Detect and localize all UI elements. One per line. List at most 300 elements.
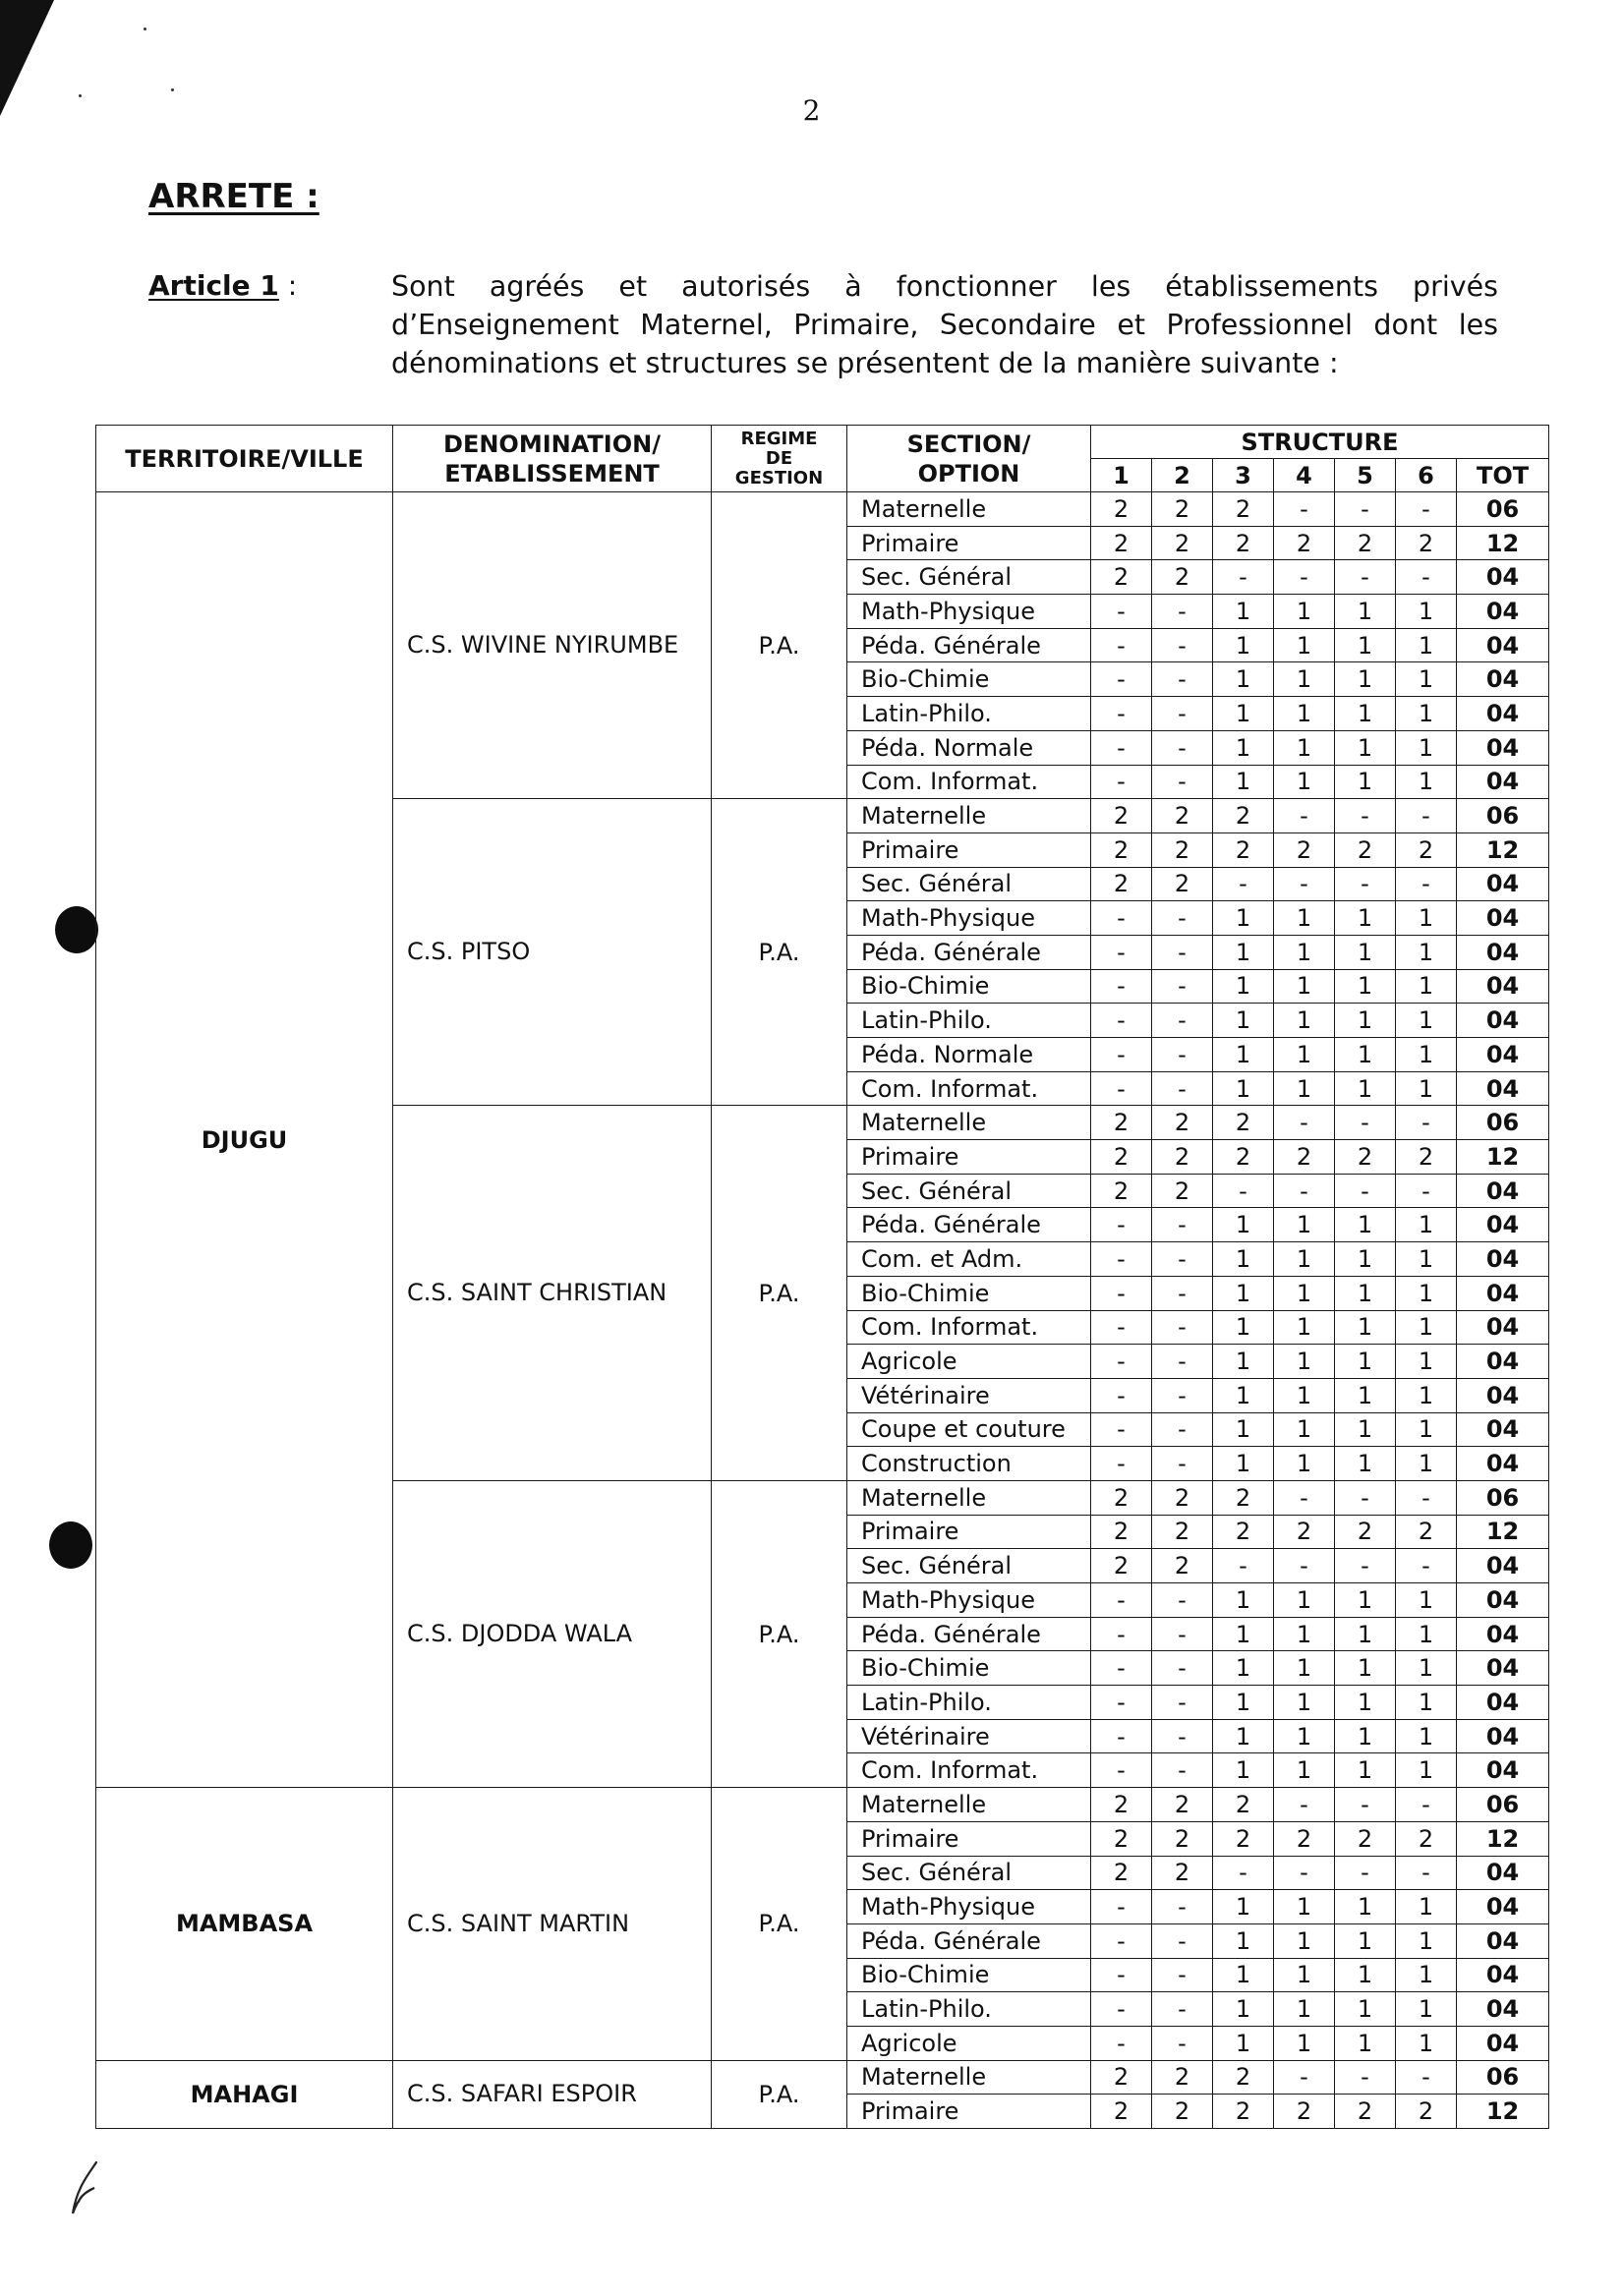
section-option: Primaire xyxy=(847,2095,1091,2129)
structure-value-4: 1 xyxy=(1274,1583,1335,1618)
structure-value-6: - xyxy=(1396,1480,1457,1515)
section-option: Bio-Chimie xyxy=(847,969,1091,1004)
structure-value-5: 1 xyxy=(1335,662,1396,697)
structure-value-3: 1 xyxy=(1213,935,1274,969)
structure-total: 04 xyxy=(1457,1276,1549,1310)
section-option: Primaire xyxy=(847,832,1091,867)
structure-value-4: 1 xyxy=(1274,1617,1335,1651)
structure-value-5: - xyxy=(1335,1174,1396,1208)
structure-value-5: 2 xyxy=(1335,1140,1396,1175)
structure-value-1: - xyxy=(1091,1890,1152,1924)
section-option: Péda. Générale xyxy=(847,1923,1091,1958)
structure-value-3: - xyxy=(1213,1856,1274,1890)
table-row xyxy=(96,2060,1549,2095)
structure-value-5: - xyxy=(1335,867,1396,901)
structure-value-2: - xyxy=(1152,1958,1213,1992)
structure-value-6: 1 xyxy=(1396,1208,1457,1242)
structure-value-4: - xyxy=(1274,492,1335,527)
structure-value-3: 1 xyxy=(1213,1208,1274,1242)
structure-value-6: 1 xyxy=(1396,1310,1457,1345)
structure-value-4: 1 xyxy=(1274,1242,1335,1277)
structure-value-3: 1 xyxy=(1213,1242,1274,1277)
structure-value-5: 1 xyxy=(1335,765,1396,799)
section-option: Péda. Générale xyxy=(847,935,1091,969)
page-number: 2 xyxy=(802,94,821,127)
structure-value-1: 2 xyxy=(1091,1174,1152,1208)
structure-value-5: 1 xyxy=(1335,730,1396,765)
header-section: SECTION/ OPTION xyxy=(847,426,1091,492)
table-row xyxy=(96,492,1549,527)
regime-cell: P.A. xyxy=(712,1480,847,1787)
structure-value-5: 1 xyxy=(1335,1719,1396,1753)
structure-value-2: - xyxy=(1152,1038,1213,1072)
structure-value-5: 1 xyxy=(1335,1412,1396,1447)
structure-value-1: - xyxy=(1091,697,1152,731)
structure-value-3: 2 xyxy=(1213,2095,1274,2129)
structure-value-1: - xyxy=(1091,628,1152,662)
structure-total: 12 xyxy=(1457,1821,1549,1856)
structure-total: 06 xyxy=(1457,1480,1549,1515)
structure-value-2: 2 xyxy=(1152,1549,1213,1583)
structure-total: 04 xyxy=(1457,1923,1549,1958)
section-option: Com. Informat. xyxy=(847,1071,1091,1106)
structure-value-5: - xyxy=(1335,1549,1396,1583)
structure-value-3: 1 xyxy=(1213,765,1274,799)
structure-value-3: 1 xyxy=(1213,628,1274,662)
structure-value-1: 2 xyxy=(1091,526,1152,560)
structure-value-6: 1 xyxy=(1396,1378,1457,1412)
structure-value-6: 2 xyxy=(1396,832,1457,867)
structure-value-3: 2 xyxy=(1213,1480,1274,1515)
header-col-4: 4 xyxy=(1274,459,1335,492)
structure-total: 04 xyxy=(1457,697,1549,731)
structure-value-2: - xyxy=(1152,1447,1213,1481)
section-option: Sec. Général xyxy=(847,1549,1091,1583)
structure-value-5: 1 xyxy=(1335,1345,1396,1379)
structure-value-3: - xyxy=(1213,560,1274,595)
section-option: Primaire xyxy=(847,1140,1091,1175)
structure-value-3: 1 xyxy=(1213,1447,1274,1481)
section-option: Maternelle xyxy=(847,1106,1091,1140)
structure-total: 04 xyxy=(1457,662,1549,697)
section-option: Latin-Philo. xyxy=(847,1004,1091,1038)
scan-speck xyxy=(171,88,174,91)
structure-value-5: 1 xyxy=(1335,1923,1396,1958)
structure-value-3: 2 xyxy=(1213,526,1274,560)
establishment-name: C.S. SAFARI ESPOIR xyxy=(393,2060,712,2128)
structure-value-3: 1 xyxy=(1213,595,1274,629)
territoire-cell: DJUGU xyxy=(96,492,393,1788)
structure-value-2: 2 xyxy=(1152,799,1213,833)
structure-value-1: - xyxy=(1091,1276,1152,1310)
structure-value-5: 1 xyxy=(1335,1071,1396,1106)
structure-value-2: - xyxy=(1152,1242,1213,1277)
structure-value-5: 2 xyxy=(1335,526,1396,560)
structure-total: 04 xyxy=(1457,1004,1549,1038)
section-option: Primaire xyxy=(847,526,1091,560)
structure-value-5: 1 xyxy=(1335,697,1396,731)
structure-value-3: 1 xyxy=(1213,697,1274,731)
structure-value-1: - xyxy=(1091,1071,1152,1106)
article-separator: : xyxy=(278,269,298,302)
structure-value-1: - xyxy=(1091,662,1152,697)
section-option: Bio-Chimie xyxy=(847,1651,1091,1686)
structure-total: 12 xyxy=(1457,526,1549,560)
structure-value-2: - xyxy=(1152,901,1213,936)
structure-value-1: 2 xyxy=(1091,1788,1152,1822)
structure-total: 12 xyxy=(1457,1140,1549,1175)
section-option: Bio-Chimie xyxy=(847,1276,1091,1310)
structure-value-5: 1 xyxy=(1335,1276,1396,1310)
structure-value-6: 1 xyxy=(1396,1719,1457,1753)
structure-value-4: 1 xyxy=(1274,697,1335,731)
structure-value-5: - xyxy=(1335,2060,1396,2095)
structure-value-4: 2 xyxy=(1274,1821,1335,1856)
structure-value-4: 2 xyxy=(1274,2095,1335,2129)
structure-value-3: 1 xyxy=(1213,1958,1274,1992)
structure-value-4: 1 xyxy=(1274,1071,1335,1106)
structure-value-6: 1 xyxy=(1396,1242,1457,1277)
structure-value-2: - xyxy=(1152,969,1213,1004)
structure-value-4: 2 xyxy=(1274,526,1335,560)
structure-total: 04 xyxy=(1457,1753,1549,1788)
structure-value-2: 2 xyxy=(1152,1140,1213,1175)
structure-value-6: - xyxy=(1396,2060,1457,2095)
structure-value-6: - xyxy=(1396,1856,1457,1890)
structure-value-4: 1 xyxy=(1274,1923,1335,1958)
article-label xyxy=(148,269,297,302)
structure-total: 04 xyxy=(1457,1174,1549,1208)
structure-value-6: 1 xyxy=(1396,1686,1457,1720)
structure-total: 06 xyxy=(1457,1106,1549,1140)
structure-value-5: 1 xyxy=(1335,1208,1396,1242)
structure-value-5: 1 xyxy=(1335,1890,1396,1924)
structure-value-3: 2 xyxy=(1213,1788,1274,1822)
structure-total: 04 xyxy=(1457,1447,1549,1481)
page-title: ARRETE : xyxy=(148,177,319,216)
structure-value-6: 1 xyxy=(1396,1038,1457,1072)
structure-value-4: - xyxy=(1274,2060,1335,2095)
structure-total: 04 xyxy=(1457,1378,1549,1412)
section-option: Latin-Philo. xyxy=(847,1686,1091,1720)
structure-value-2: 2 xyxy=(1152,526,1213,560)
structure-total: 06 xyxy=(1457,2060,1549,2095)
section-option: Construction xyxy=(847,1447,1091,1481)
structure-value-5: - xyxy=(1335,799,1396,833)
section-option: Maternelle xyxy=(847,1788,1091,1822)
structure-value-3: - xyxy=(1213,1174,1274,1208)
structure-value-5: 2 xyxy=(1335,1515,1396,1549)
structure-value-6: - xyxy=(1396,867,1457,901)
structure-value-2: - xyxy=(1152,1686,1213,1720)
structure-value-6: - xyxy=(1396,560,1457,595)
structure-value-4: 1 xyxy=(1274,730,1335,765)
structure-value-6: - xyxy=(1396,1788,1457,1822)
structure-value-5: 1 xyxy=(1335,1958,1396,1992)
structure-value-1: - xyxy=(1091,1923,1152,1958)
structure-value-4: 1 xyxy=(1274,1208,1335,1242)
structure-value-2: 2 xyxy=(1152,1174,1213,1208)
structure-total: 12 xyxy=(1457,832,1549,867)
structure-total: 04 xyxy=(1457,1617,1549,1651)
structure-value-2: 2 xyxy=(1152,2060,1213,2095)
structure-value-6: - xyxy=(1396,1549,1457,1583)
structure-total: 04 xyxy=(1457,1412,1549,1447)
regime-cell: P.A. xyxy=(712,1106,847,1481)
section-option: Sec. Général xyxy=(847,1174,1091,1208)
structure-value-4: - xyxy=(1274,1106,1335,1140)
structure-value-5: - xyxy=(1335,1856,1396,1890)
structure-value-5: 1 xyxy=(1335,2026,1396,2060)
structure-total: 04 xyxy=(1457,1242,1549,1277)
structure-value-2: - xyxy=(1152,1651,1213,1686)
structure-value-4: 1 xyxy=(1274,765,1335,799)
structure-value-1: - xyxy=(1091,1617,1152,1651)
structure-total: 04 xyxy=(1457,1958,1549,1992)
structure-value-4: 1 xyxy=(1274,1890,1335,1924)
structure-value-6: 1 xyxy=(1396,662,1457,697)
structure-value-1: 2 xyxy=(1091,492,1152,527)
regime-cell: P.A. xyxy=(712,2060,847,2128)
structure-total: 04 xyxy=(1457,901,1549,936)
structure-value-1: - xyxy=(1091,1958,1152,1992)
structure-value-6: 1 xyxy=(1396,1447,1457,1481)
structure-value-4: 1 xyxy=(1274,1958,1335,1992)
structure-value-3: 1 xyxy=(1213,730,1274,765)
structure-value-4: 1 xyxy=(1274,1412,1335,1447)
header-denomination: DENOMINATION/ ETABLISSEMENT xyxy=(393,426,712,492)
structure-value-5: - xyxy=(1335,1106,1396,1140)
section-option: Math-Physique xyxy=(847,1890,1091,1924)
structure-value-3: 1 xyxy=(1213,1276,1274,1310)
structure-value-1: - xyxy=(1091,1447,1152,1481)
section-option: Com. et Adm. xyxy=(847,1242,1091,1277)
structure-value-6: 1 xyxy=(1396,1753,1457,1788)
structure-value-3: 1 xyxy=(1213,1719,1274,1753)
article-text: Sont agréés et autorisés à fonctionner les établissements privés d’Enseignement Maternel, Primaire, Secondaire et Professionnel dont les dénominations et structures se présentent de la manière suivante : xyxy=(391,270,1498,379)
structure-value-1: - xyxy=(1091,1310,1152,1345)
structure-value-3: 1 xyxy=(1213,1686,1274,1720)
structure-value-1: - xyxy=(1091,1004,1152,1038)
structure-total: 04 xyxy=(1457,730,1549,765)
structure-value-2: - xyxy=(1152,1923,1213,1958)
structure-value-3: 1 xyxy=(1213,1412,1274,1447)
structure-value-1: 2 xyxy=(1091,832,1152,867)
structure-value-6: 1 xyxy=(1396,1958,1457,1992)
structure-value-1: 2 xyxy=(1091,1106,1152,1140)
section-option: Latin-Philo. xyxy=(847,697,1091,731)
structure-value-5: - xyxy=(1335,560,1396,595)
article-number: Article 1 xyxy=(148,269,279,302)
structure-total: 04 xyxy=(1457,765,1549,799)
structure-value-4: 1 xyxy=(1274,1753,1335,1788)
handwritten-initial-mark xyxy=(67,2158,102,2217)
structure-total: 04 xyxy=(1457,969,1549,1004)
header-col-2: 2 xyxy=(1152,459,1213,492)
structure-value-2: - xyxy=(1152,1753,1213,1788)
header-col-1: 1 xyxy=(1091,459,1152,492)
structure-value-6: 1 xyxy=(1396,1617,1457,1651)
structure-value-6: 1 xyxy=(1396,1923,1457,1958)
structure-value-5: 1 xyxy=(1335,1004,1396,1038)
structure-value-1: 2 xyxy=(1091,2095,1152,2129)
section-option: Primaire xyxy=(847,1515,1091,1549)
structure-value-2: - xyxy=(1152,1719,1213,1753)
header-territoire: TERRITOIRE/VILLE xyxy=(96,426,393,492)
structure-value-6: - xyxy=(1396,799,1457,833)
section-option: Sec. Général xyxy=(847,867,1091,901)
section-option: Coupe et couture xyxy=(847,1412,1091,1447)
structure-value-4: - xyxy=(1274,1549,1335,1583)
structure-value-1: - xyxy=(1091,730,1152,765)
structure-value-1: - xyxy=(1091,1753,1152,1788)
header-col-6: 6 xyxy=(1396,459,1457,492)
establishment-name: C.S. WIVINE NYIRUMBE xyxy=(393,492,712,799)
structure-value-2: 2 xyxy=(1152,1106,1213,1140)
structure-total: 04 xyxy=(1457,1345,1549,1379)
structure-total: 04 xyxy=(1457,1071,1549,1106)
structure-value-1: 2 xyxy=(1091,1480,1152,1515)
structure-value-3: 1 xyxy=(1213,662,1274,697)
structure-value-2: 2 xyxy=(1152,1821,1213,1856)
structure-value-3: 2 xyxy=(1213,799,1274,833)
structure-value-1: - xyxy=(1091,1242,1152,1277)
section-option: Maternelle xyxy=(847,492,1091,527)
structure-value-3: 2 xyxy=(1213,1821,1274,1856)
structure-value-5: 1 xyxy=(1335,628,1396,662)
structure-value-6: - xyxy=(1396,1174,1457,1208)
structure-value-4: 1 xyxy=(1274,1447,1335,1481)
structure-value-2: 2 xyxy=(1152,560,1213,595)
structure-value-3: 2 xyxy=(1213,2060,1274,2095)
section-option: Com. Informat. xyxy=(847,1753,1091,1788)
structure-value-1: 2 xyxy=(1091,560,1152,595)
structure-value-2: - xyxy=(1152,1071,1213,1106)
structure-value-5: 1 xyxy=(1335,1686,1396,1720)
structure-value-3: 1 xyxy=(1213,969,1274,1004)
structure-total: 04 xyxy=(1457,628,1549,662)
section-option: Maternelle xyxy=(847,1480,1091,1515)
structure-value-6: 1 xyxy=(1396,2026,1457,2060)
structure-value-4: - xyxy=(1274,1480,1335,1515)
structure-value-5: 1 xyxy=(1335,1447,1396,1481)
structure-value-5: 1 xyxy=(1335,1378,1396,1412)
structure-total: 04 xyxy=(1457,1038,1549,1072)
section-option: Com. Informat. xyxy=(847,1310,1091,1345)
structure-value-4: 1 xyxy=(1274,1719,1335,1753)
structure-total: 04 xyxy=(1457,1719,1549,1753)
structure-value-2: - xyxy=(1152,1583,1213,1618)
structure-value-4: 1 xyxy=(1274,1651,1335,1686)
structure-value-4: 1 xyxy=(1274,1378,1335,1412)
structure-value-5: - xyxy=(1335,492,1396,527)
structure-value-3: 1 xyxy=(1213,1753,1274,1788)
structure-value-5: 1 xyxy=(1335,1242,1396,1277)
structure-value-1: - xyxy=(1091,2026,1152,2060)
punch-hole xyxy=(55,906,98,953)
structure-value-1: - xyxy=(1091,935,1152,969)
punch-hole xyxy=(49,1521,92,1569)
header-col-tot: TOT xyxy=(1457,459,1549,492)
structure-value-2: - xyxy=(1152,662,1213,697)
structure-value-5: 1 xyxy=(1335,1617,1396,1651)
section-option: Latin-Philo. xyxy=(847,1992,1091,2027)
structure-value-5: 1 xyxy=(1335,1310,1396,1345)
section-option: Péda. Générale xyxy=(847,1617,1091,1651)
structure-value-6: 1 xyxy=(1396,1345,1457,1379)
section-option: Vétérinaire xyxy=(847,1719,1091,1753)
structure-value-3: 1 xyxy=(1213,1038,1274,1072)
structure-total: 04 xyxy=(1457,1992,1549,2027)
structure-value-2: 2 xyxy=(1152,1515,1213,1549)
structure-value-1: 2 xyxy=(1091,867,1152,901)
structure-value-1: - xyxy=(1091,1992,1152,2027)
structure-value-6: 1 xyxy=(1396,969,1457,1004)
structure-value-2: - xyxy=(1152,1004,1213,1038)
structure-value-4: - xyxy=(1274,867,1335,901)
structure-value-6: 1 xyxy=(1396,765,1457,799)
structure-value-6: 1 xyxy=(1396,1992,1457,2027)
structure-value-2: - xyxy=(1152,1310,1213,1345)
structure-value-6: 1 xyxy=(1396,1071,1457,1106)
structure-value-2: 2 xyxy=(1152,867,1213,901)
structure-value-6: 2 xyxy=(1396,1515,1457,1549)
structure-total: 04 xyxy=(1457,2026,1549,2060)
regime-cell: P.A. xyxy=(712,492,847,799)
structure-value-1: - xyxy=(1091,1208,1152,1242)
structure-value-2: - xyxy=(1152,935,1213,969)
structure-value-1: - xyxy=(1091,969,1152,1004)
structure-value-4: 1 xyxy=(1274,595,1335,629)
structure-value-3: 1 xyxy=(1213,1890,1274,1924)
structure-value-6: 1 xyxy=(1396,935,1457,969)
structure-value-6: 1 xyxy=(1396,901,1457,936)
establishment-name: C.S. SAINT CHRISTIAN xyxy=(393,1106,712,1481)
structure-total: 04 xyxy=(1457,1208,1549,1242)
structure-value-1: - xyxy=(1091,765,1152,799)
structure-value-1: - xyxy=(1091,1719,1152,1753)
structure-value-1: - xyxy=(1091,1686,1152,1720)
table-row xyxy=(96,1788,1549,1822)
structure-value-1: - xyxy=(1091,901,1152,936)
structure-value-4: - xyxy=(1274,799,1335,833)
structure-total: 06 xyxy=(1457,799,1549,833)
structure-total: 04 xyxy=(1457,1310,1549,1345)
structure-value-1: 2 xyxy=(1091,1856,1152,1890)
structure-total: 04 xyxy=(1457,1549,1549,1583)
structure-value-4: - xyxy=(1274,1788,1335,1822)
structure-value-1: 2 xyxy=(1091,1515,1152,1549)
structure-value-3: 2 xyxy=(1213,832,1274,867)
structure-total: 04 xyxy=(1457,1651,1549,1686)
structure-value-4: - xyxy=(1274,1174,1335,1208)
structure-total: 04 xyxy=(1457,867,1549,901)
header-col-5: 5 xyxy=(1335,459,1396,492)
structure-value-6: 1 xyxy=(1396,1412,1457,1447)
structure-value-3: 1 xyxy=(1213,1617,1274,1651)
section-option: Péda. Normale xyxy=(847,1038,1091,1072)
structure-value-6: 1 xyxy=(1396,1890,1457,1924)
structure-value-4: - xyxy=(1274,560,1335,595)
structure-value-2: 2 xyxy=(1152,2095,1213,2129)
structure-value-6: 1 xyxy=(1396,1651,1457,1686)
structure-total: 04 xyxy=(1457,560,1549,595)
structure-value-5: - xyxy=(1335,1788,1396,1822)
section-option: Primaire xyxy=(847,1821,1091,1856)
structure-value-5: 2 xyxy=(1335,832,1396,867)
establishments-table xyxy=(95,425,1549,2129)
structure-value-1: - xyxy=(1091,1583,1152,1618)
